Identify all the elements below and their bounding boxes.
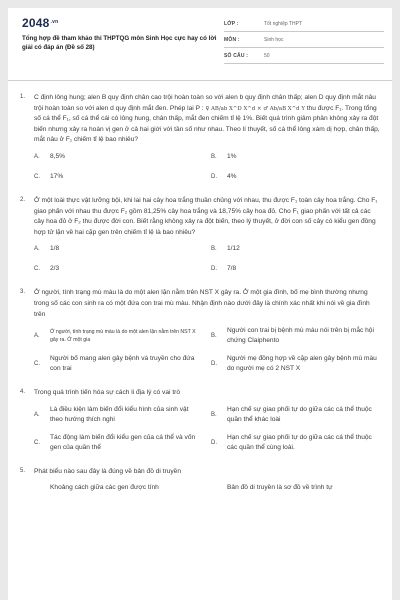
question-text-part: thu được F₁. Trong tổng số cá thể F₁, số cá thể cái có lông hung, chân thấp, mắt đen chiếm tỉ lệ 1%. Biết quá trình giảm phân không xảy ra đột biến nhưng xảy ra hoán vị gen ở cả hai giới với tần số như nhau. Theo lí thuyết, số cá thể lông xám dị hợp, chân thấp, mắt nâu ở F₁ chiếm tỉ lệ bao nhiêu?	[34, 104, 380, 144]
question-4	[20, 388, 380, 453]
option-d[interactable]	[211, 433, 380, 453]
option-a[interactable]	[34, 483, 203, 493]
option-a[interactable]	[34, 244, 203, 254]
document-header	[8, 8, 392, 68]
option-label: B.	[211, 153, 217, 160]
option-text: 1/8	[50, 245, 60, 253]
option-label: C.	[34, 266, 40, 273]
option-b[interactable]	[211, 244, 380, 254]
question-text: Trong quá trình tiến hóa sự cách li địa lý có vai trò	[34, 389, 181, 397]
question-list	[8, 81, 392, 493]
option-d[interactable]	[211, 172, 380, 182]
option-label: D.	[211, 266, 217, 273]
option-text: Hạn chế sự giao phối tự do giữa các cá thể thuộc quần thể khác loài	[227, 405, 372, 423]
question-1	[20, 93, 380, 182]
option-label: B.	[211, 333, 217, 340]
question-text-part: C định lông hung; alen B quy định chân cao trội hoàn toàn so với alen b quy định chân thấp; alen D quy định mắt nâu trội hoàn toàn so với alen d quy định mắt đen. Phép lai P :	[34, 94, 376, 112]
question-text: Phát biểu nào sau đây là đúng về bản đồ di truyền	[34, 467, 182, 475]
meta-row-class	[224, 16, 384, 32]
option-label: C.	[34, 439, 40, 446]
question-text	[34, 93, 380, 146]
option-a[interactable]	[34, 152, 203, 162]
question-2	[20, 196, 380, 274]
option-d[interactable]	[211, 264, 380, 274]
option-text: 2/3	[50, 265, 60, 273]
option-label: D.	[211, 361, 217, 368]
option-label: A.	[34, 246, 40, 253]
question-text: Ở người, tính trạng mù màu là do một alen lặn nằm trên NST X gây ra. Ở một gia đình, bố mẹ bình thường nhưng trong số các con sinh ra có một đứa con trai mù màu. Nhận định nào dưới đây là chính xác nhất khi nói về gia đình trên	[34, 289, 370, 318]
option-text: Người mẹ đồng hợp về cặp alen gây bệnh mù màu do người mẹ có 2 NST X	[227, 355, 377, 373]
option-b[interactable]	[211, 405, 380, 425]
option-label: D.	[211, 173, 217, 180]
question-number: 5.	[20, 467, 26, 474]
option-text: 1%	[227, 152, 237, 160]
question-text: Ở một loài thực vật lưỡng bội, khi lai hai cây hoa trắng thuần chủng với nhau, thu được F₁ toàn cây hoa trắng. Cho F₁ giao phấn với nhau thu được F₂ gồm 81,25% cây hoa trắng và 18,75% cây hoa đỏ. Cho F₁ giao phấn với tất cả các cây hoa đỏ ở F₂ thu được đời con. Biết rằng không xảy ra đột biến, theo lý thuyết, ở đời con số cây có kiểu gen đồng hợp tử lặn về hai cặp gen trên chiếm tỉ lệ là bao nhiêu?	[34, 196, 378, 236]
option-text: Hạn chế sự giao phối tự do giữa các cá thể thuộc các quần thể cùng loài.	[227, 433, 372, 451]
option-c[interactable]	[34, 264, 203, 274]
option-b[interactable]	[211, 483, 380, 493]
question-number: 3.	[20, 289, 26, 296]
option-label: A.	[34, 411, 40, 418]
cross-formula: ♀ AB/ab X^D X^d × ♂ Ab/aB X^d Y	[205, 105, 305, 112]
option-text: 4%	[227, 172, 237, 180]
option-c[interactable]	[34, 172, 203, 182]
option-text: Là điều kiện làm biến đổi kiểu hình của sinh vật theo hướng thích nghi	[50, 405, 189, 423]
option-label: C.	[34, 361, 40, 368]
option-text: 8,5%	[50, 152, 66, 160]
option-label: A.	[34, 333, 40, 340]
option-text: Ở người, tính trạng mù màu là do một alen lặn nằm trên NST X gây ra. Ở một gia	[50, 329, 196, 344]
option-text: 17%	[50, 172, 64, 180]
option-b[interactable]	[211, 152, 380, 162]
option-text: Người bố mang alen gây bệnh và truyền cho đứa con trai	[50, 355, 195, 373]
option-label: C.	[34, 173, 40, 180]
logo-suffix: .vn	[50, 19, 59, 25]
question-5	[20, 467, 380, 494]
option-b[interactable]	[211, 326, 380, 346]
option-text: Tác động làm biến đổi kiểu gen của cá thể và vốn gen của quần thể	[50, 433, 196, 451]
meta-key: SỐ CÂU :	[224, 52, 249, 59]
meta-value: Sinh học	[264, 36, 284, 43]
meta-row-question-count	[224, 48, 384, 64]
meta-row-subject	[224, 32, 384, 48]
option-c[interactable]	[34, 433, 203, 453]
question-3	[20, 288, 380, 374]
option-d[interactable]	[211, 354, 380, 374]
option-c[interactable]	[34, 354, 203, 374]
option-label: D.	[211, 439, 217, 446]
question-number: 2.	[20, 196, 26, 203]
option-label: A.	[34, 153, 40, 160]
option-a[interactable]	[34, 405, 203, 425]
question-number: 4.	[20, 389, 26, 396]
option-text: Khoảng cách giữa các gen được tính	[50, 484, 159, 492]
option-text: Bản đồ di truyền là sơ đồ về trình tự	[227, 484, 333, 492]
option-text: 7/8	[227, 265, 237, 273]
document-page	[8, 8, 392, 600]
question-number: 1.	[20, 94, 26, 100]
logo-text: 2048	[22, 16, 50, 30]
option-text: 1/12	[227, 245, 240, 253]
option-text: Người con trai bị bệnh mù màu nói trên bị mắc hội chứng Claiphento	[227, 327, 374, 345]
meta-value: Tốt nghiệp THPT	[264, 20, 302, 27]
option-label: B.	[211, 246, 217, 253]
meta-key: MÔN :	[224, 36, 240, 43]
option-a[interactable]	[34, 326, 203, 346]
meta-value: 50	[264, 52, 270, 59]
meta-key: LỚP :	[224, 20, 239, 27]
exam-title: Tổng hợp đề tham khảo thi THPTQG môn Sinh Học cực hay có lời giải có đáp án (Đề số 28)	[22, 35, 217, 51]
exam-meta-table	[224, 16, 384, 64]
option-label: B.	[211, 411, 217, 418]
